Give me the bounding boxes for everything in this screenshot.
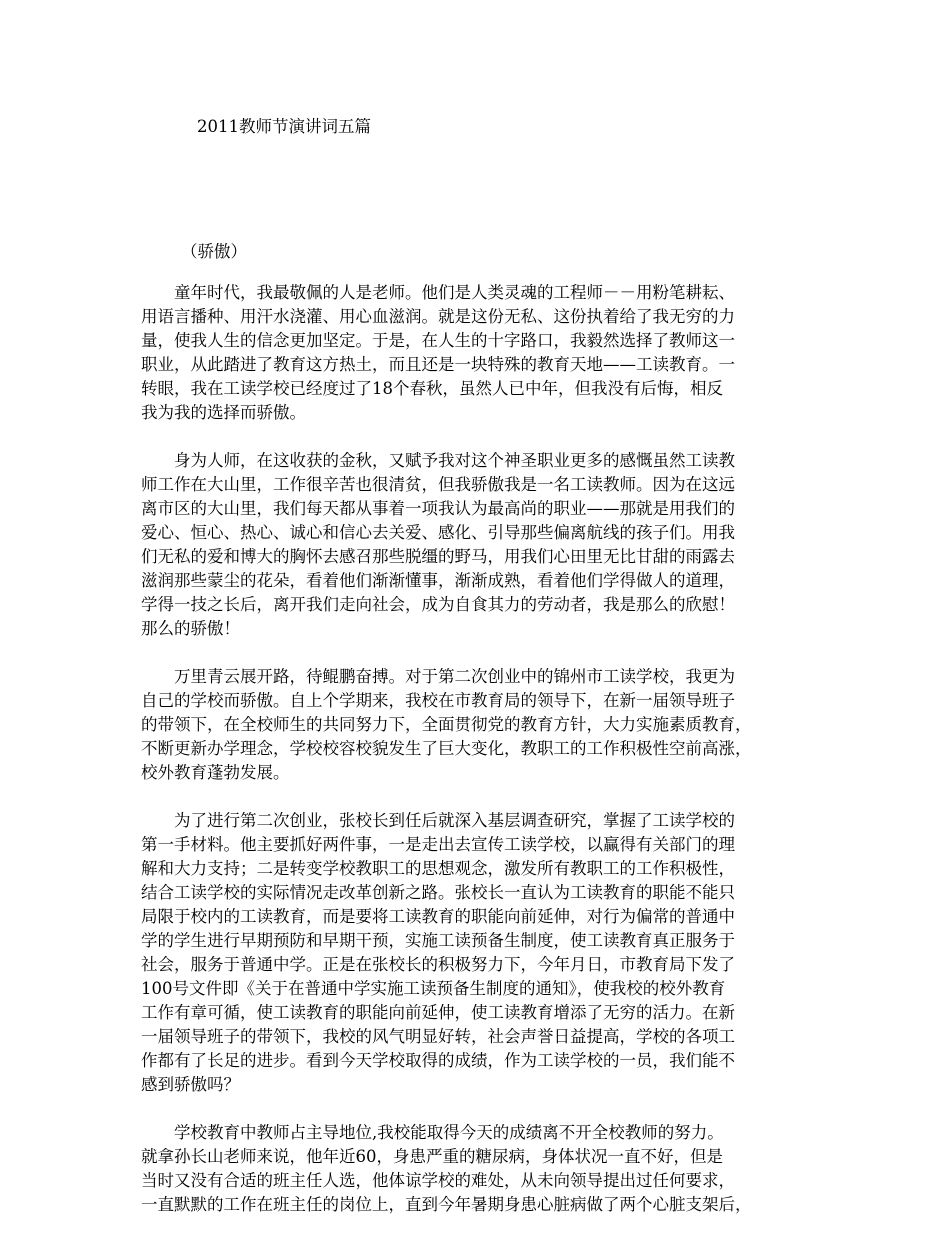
paragraph-line: 我为我的选择而骄傲。 bbox=[141, 403, 306, 422]
paragraph-line: 一直默默的工作在班主任的岗位上，直到今年暑期身患心脏病做了两个心脏支架后， bbox=[141, 1195, 752, 1214]
paragraph-line: 工作有章可循，使工读教育的职能向前延伸，使工读教育增添了无穷的活力。在新 bbox=[141, 1003, 735, 1022]
paragraph-line: 的带领下，在全校师生的共同努力下，全面贯彻党的教育方针，大力实施素质教育， bbox=[141, 715, 752, 734]
paragraph-line: 学的学生进行早期预防和早期干预，实施工读预备生制度，使工读教育真正服务于 bbox=[141, 931, 735, 950]
paragraph-line: 不断更新办学理念，学校校容校貌发生了巨大变化，教职工的工作积极性空前高涨， bbox=[141, 739, 752, 758]
paragraph-line: 滋润那些蒙尘的花朵，看着他们渐渐懂事，渐渐成熟，看着他们学得做人的道理， bbox=[141, 571, 735, 590]
paragraph-line: 结合工读学校的实际情况走改革创新之路。张校长一直认为工读教育的职能不能只 bbox=[141, 883, 735, 902]
paragraph-line: 用语言播种、用汗水浇灌、用心血滋润。就是这份无私、这份执着给了我无穷的力 bbox=[141, 307, 735, 326]
paragraph-line: 解和大力支持；二是转变学校教职工的思想观念，激发所有教职工的工作积极性， bbox=[141, 859, 735, 878]
paragraph-line: 那么的骄傲！ bbox=[141, 619, 240, 638]
paragraph-line: 当时又没有合适的班主任人选，他体谅学校的难处，从未向领导提出过任何要求， bbox=[141, 1171, 735, 1190]
document-title: 2011教师节演讲词五篇 bbox=[197, 117, 371, 136]
document-subtitle: （骄傲） bbox=[181, 242, 247, 261]
paragraph-line: 就拿孙长山老师来说，他年近60，身患严重的糖尿病，身体状况一直不好，但是 bbox=[141, 1147, 723, 1166]
paragraph-line: 身为人师，在这收获的金秋，又赋予我对这个神圣职业更多的感慨虽然工读教 bbox=[141, 451, 735, 470]
paragraph-line: 童年时代，我最敬佩的人是老师。他们是人类灵魂的工程师－－用粉笔耕耘、 bbox=[141, 283, 735, 302]
paragraph-line: 自己的学校而骄傲。自上个学期来，我校在市教育局的领导下，在新一届领导班子 bbox=[141, 691, 735, 710]
paragraph-line: 学校教育中教师占主导地位,我校能取得今天的成绩离不开全校教师的努力。 bbox=[141, 1123, 724, 1142]
paragraph-line: 第一手材料。他主要抓好两件事，一是走出去宣传工读学校，以赢得有关部门的理 bbox=[141, 835, 735, 854]
document-body bbox=[141, 281, 817, 1241]
paragraph-line: 离市区的大山里，我们每天都从事着一项我认为最高尚的职业——那就是用我们的 bbox=[141, 499, 735, 518]
paragraph-line: 社会，服务于普通中学。正是在张校长的积极努力下，今年月日，市教育局下发了 bbox=[141, 955, 735, 974]
paragraph-line: 为了进行第二次创业，张校长到任后就深入基层调查研究，掌握了工读学校的 bbox=[141, 811, 735, 830]
paragraph-line: 学得一技之长后，离开我们走向社会，成为自食其力的劳动者，我是那么的欣慰！ bbox=[141, 595, 735, 614]
paragraph bbox=[141, 665, 817, 785]
paragraph bbox=[141, 1121, 817, 1217]
paragraph-line: 100号文件即《关于在普通中学实施工读预备生制度的通知》，使我校的校外教育 bbox=[141, 979, 726, 998]
paragraph-line: 万里青云展开路，待鲲鹏奋搏。对于第二次创业中的锦州市工读学校，我更为 bbox=[141, 667, 735, 686]
paragraph-line: 校外教育蓬勃发展。 bbox=[141, 763, 290, 782]
paragraph-line: 师工作在大山里，工作很辛苦也很清贫，但我骄傲我是一名工读教师。因为在这远 bbox=[141, 475, 735, 494]
paragraph-line: 们无私的爱和博大的胸怀去感召那些脱缰的野马，用我们心田里无比甘甜的雨露去 bbox=[141, 547, 735, 566]
paragraph-line: 职业，从此踏进了教育这方热土，而且还是一块特殊的教育天地——工读教育。一 bbox=[141, 355, 735, 374]
paragraph-line: 一届领导班子的带领下，我校的风气明显好转，社会声誉日益提高，学校的各项工 bbox=[141, 1027, 735, 1046]
paragraph bbox=[141, 281, 817, 425]
paragraph-line: 转眼，我在工读学校已经度过了18个春秋，虽然人已中年，但我没有后悔，相反 bbox=[141, 379, 723, 398]
paragraph-line: 局限于校内的工读教育，而是要将工读教育的职能向前延伸，对行为偏常的普通中 bbox=[141, 907, 735, 926]
paragraph-line: 量，使我人生的信念更加坚定。于是，在人生的十字路口，我毅然选择了教师这一 bbox=[141, 331, 735, 350]
paragraph bbox=[141, 449, 817, 641]
paragraph-line: 感到骄傲吗？ bbox=[141, 1075, 240, 1094]
paragraph-line: 作都有了长足的进步。看到今天学校取得的成绩，作为工读学校的一员，我们能不 bbox=[141, 1051, 735, 1070]
paragraph bbox=[141, 809, 817, 1097]
paragraph-line: 爱心、恒心、热心、诚心和信心去关爱、感化、引导那些偏离航线的孩子们。用我 bbox=[141, 523, 735, 542]
